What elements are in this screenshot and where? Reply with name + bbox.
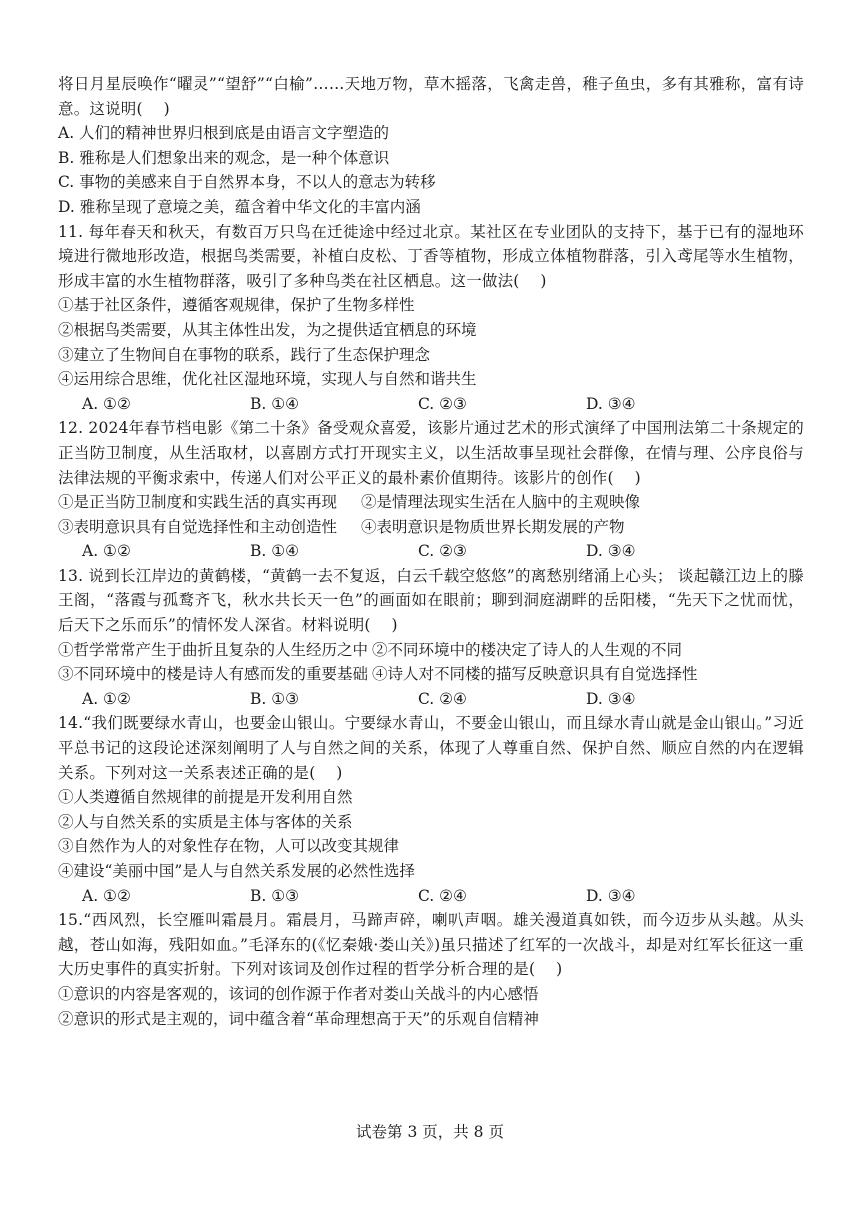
question-13-item-3: ③不同环境中的楼是诗人有感而发的重要基础 [58, 665, 369, 684]
question-12-items-row-1 [58, 490, 804, 515]
page-footer: 试卷第 3 页，共 8 页 [356, 1123, 504, 1141]
question-15-item-2: ②意识的形式是主观的，词中蕴含着“革命理想高于天”的乐观自信精神 [58, 1009, 539, 1028]
question-12-item-1: ①是正当防卫制度和实践生活的真实再现 [58, 493, 338, 512]
question-14-choice-b: B. ①③ [250, 886, 300, 905]
question-13-choice-d: D. ③④ [586, 689, 636, 708]
question-11-item-3: ③建立了生物间自在事物的联系，践行了生态保护理念 [58, 345, 431, 364]
question-13-choices [58, 687, 804, 712]
question-14-stem: 14.“我们既要绿水青山，也要金山银山。宁要绿水青山，不要金山银山，而且绿水青山就是金山银山。”习近平总书记的这段论述深刻阐明了人与自然之间的关系，体现了人尊重自然、保护自然、顺应自然的内在逻辑关系。下列对这一关系表述正确的是( ) [58, 714, 804, 782]
question-13-choice-a: A. ①② [82, 689, 131, 708]
question-12-items-row-2 [58, 515, 804, 540]
question-12-item-2: ②是情理法现实生活在人脑中的主观映像 [361, 493, 641, 512]
question-11-choices [58, 392, 804, 417]
question-14-choice-c: C. ②④ [418, 886, 467, 905]
question-11-choice-b: B. ①④ [250, 394, 300, 413]
question-11-choice-d: D. ③④ [586, 394, 636, 413]
question-15-item-1: ①意识的内容是客观的，该词的创作源于作者对娄山关战斗的内心感悟 [58, 984, 539, 1003]
question-14-item-2: ②人与自然关系的实质是主体与客体的关系 [58, 812, 353, 831]
question-11-item-2: ②根据鸟类需要，从其主体性出发，为之提供适宜栖息的环境 [58, 320, 477, 339]
question-14-choice-d: D. ③④ [586, 886, 636, 905]
question-11-stem: 11. 每年春天和秋天，有数百万只鸟在迁徙途中经过北京。某社区在专业团队的支持下，基于已有的湿地环境进行微地形改造，根据鸟类需要，补植白皮松、丁香等植物，形成立体植物群落，引入鸢尾等水生植物，形成丰富的水生植物群落，吸引了多种鸟类在社区栖息。这一做法( ) [58, 222, 804, 290]
question-14-choices [58, 884, 804, 909]
question-12-choice-b: B. ①④ [250, 542, 300, 561]
question-11-item-1: ①基于社区条件，遵循客观规律，保护了生物多样性 [58, 296, 415, 315]
question-10-option-d: D. 雅称呈现了意境之美，蕴含着中华文化的丰富内涵 [58, 197, 421, 216]
question-11-item-4: ④运用综合思维，优化社区湿地环境，实现人与自然和谐共生 [58, 370, 477, 389]
question-14-item-3: ③自然作为人的对象性存在物，人可以改变其规律 [58, 837, 400, 856]
question-10-option-c: C. 事物的美感来自于自然界本身，不以人的意志为转移 [58, 173, 436, 192]
question-14-choice-a: A. ①② [82, 886, 131, 905]
question-10-stem: 将日月星辰唤作“曜灵”“望舒”“白榆”……天地万物，草木摇落，飞禽走兽，稚子鱼虫，多有其雅称，富有诗意。这说明( ) [58, 75, 804, 118]
question-11-choice-a: A. ①② [82, 394, 131, 413]
exam-page [58, 72, 804, 1031]
question-12-choice-c: C. ②③ [418, 542, 467, 561]
question-13-item-2: ②不同环境中的楼决定了诗人的人生观的不同 [372, 640, 683, 659]
question-11-choice-c: C. ②③ [418, 394, 467, 413]
question-13-items-row-1 [58, 638, 804, 663]
question-12-item-3: ③表明意识具有自觉选择性和主动创造性 [58, 517, 338, 536]
question-12-choice-d: D. ③④ [586, 542, 636, 561]
question-13-stem: 13. 说到长江岸边的黄鹤楼，“黄鹤一去不复返，白云千载空悠悠”的离愁别绪涌上心头； 谈起赣江边上的滕王阁，“落霞与孤鹜齐飞，秋水共长天一色”的画面如在眼前；聊到洞庭湖畔的岳阳楼，“先天下之忧而忧，后天下之乐而乐”的情怀发人深省。材料说明( ) [58, 566, 804, 635]
question-15-stem: 15.“西风烈，长空雁叫霜晨月。霜晨月，马蹄声碎，喇叭声咽。雄关漫道真如铁，而今迈步从头越。从头越，苍山如海，残阳如血。”毛泽东的(《忆秦娥·娄山关》)虽只描述了红军的一次战斗，却是对红军长征这一重大历史事件的真实折射。下列对该词及创作过程的哲学分析合理的是( ) [58, 911, 804, 979]
question-13-item-1: ①哲学常常产生于曲折且复杂的人生经历之中 [58, 640, 369, 659]
question-12-choice-a: A. ①② [82, 542, 131, 561]
question-13-items-row-2 [58, 662, 804, 687]
question-14-item-1: ①人类遵循自然规律的前提是开发利用自然 [58, 788, 353, 807]
question-10-option-a: A. 人们的精神世界归根到底是由语言文字塑造的 [58, 124, 390, 143]
question-12-item-4: ④表明意识是物质世界长期发展的产物 [361, 517, 625, 536]
question-13-choice-b: B. ①③ [250, 689, 300, 708]
question-13-choice-c: C. ②④ [418, 689, 467, 708]
question-12-choices [58, 539, 804, 564]
question-12-stem: 12. 2024年春节档电影《第二十条》备受观众喜爱，该影片通过艺术的形式演绎了中国刑法第二十条规定的正当防卫制度，从生活取材，以喜剧方式打开现实主义，以生活故事呈现社会群像，在情与理、公序良俗与法律法规的平衡求索中，传递人们对公平正义的最朴素价值期待。该影片的创作( ) [58, 419, 804, 487]
question-10-option-b: B. 雅称是人们想象出来的观念，是一种个体意识 [58, 148, 390, 167]
question-14-item-4: ④建设“美丽中国”是人与自然关系发展的必然性选择 [58, 862, 415, 880]
question-13-item-4: ④诗人对不同楼的描写反映意识具有自觉选择性 [372, 665, 698, 684]
